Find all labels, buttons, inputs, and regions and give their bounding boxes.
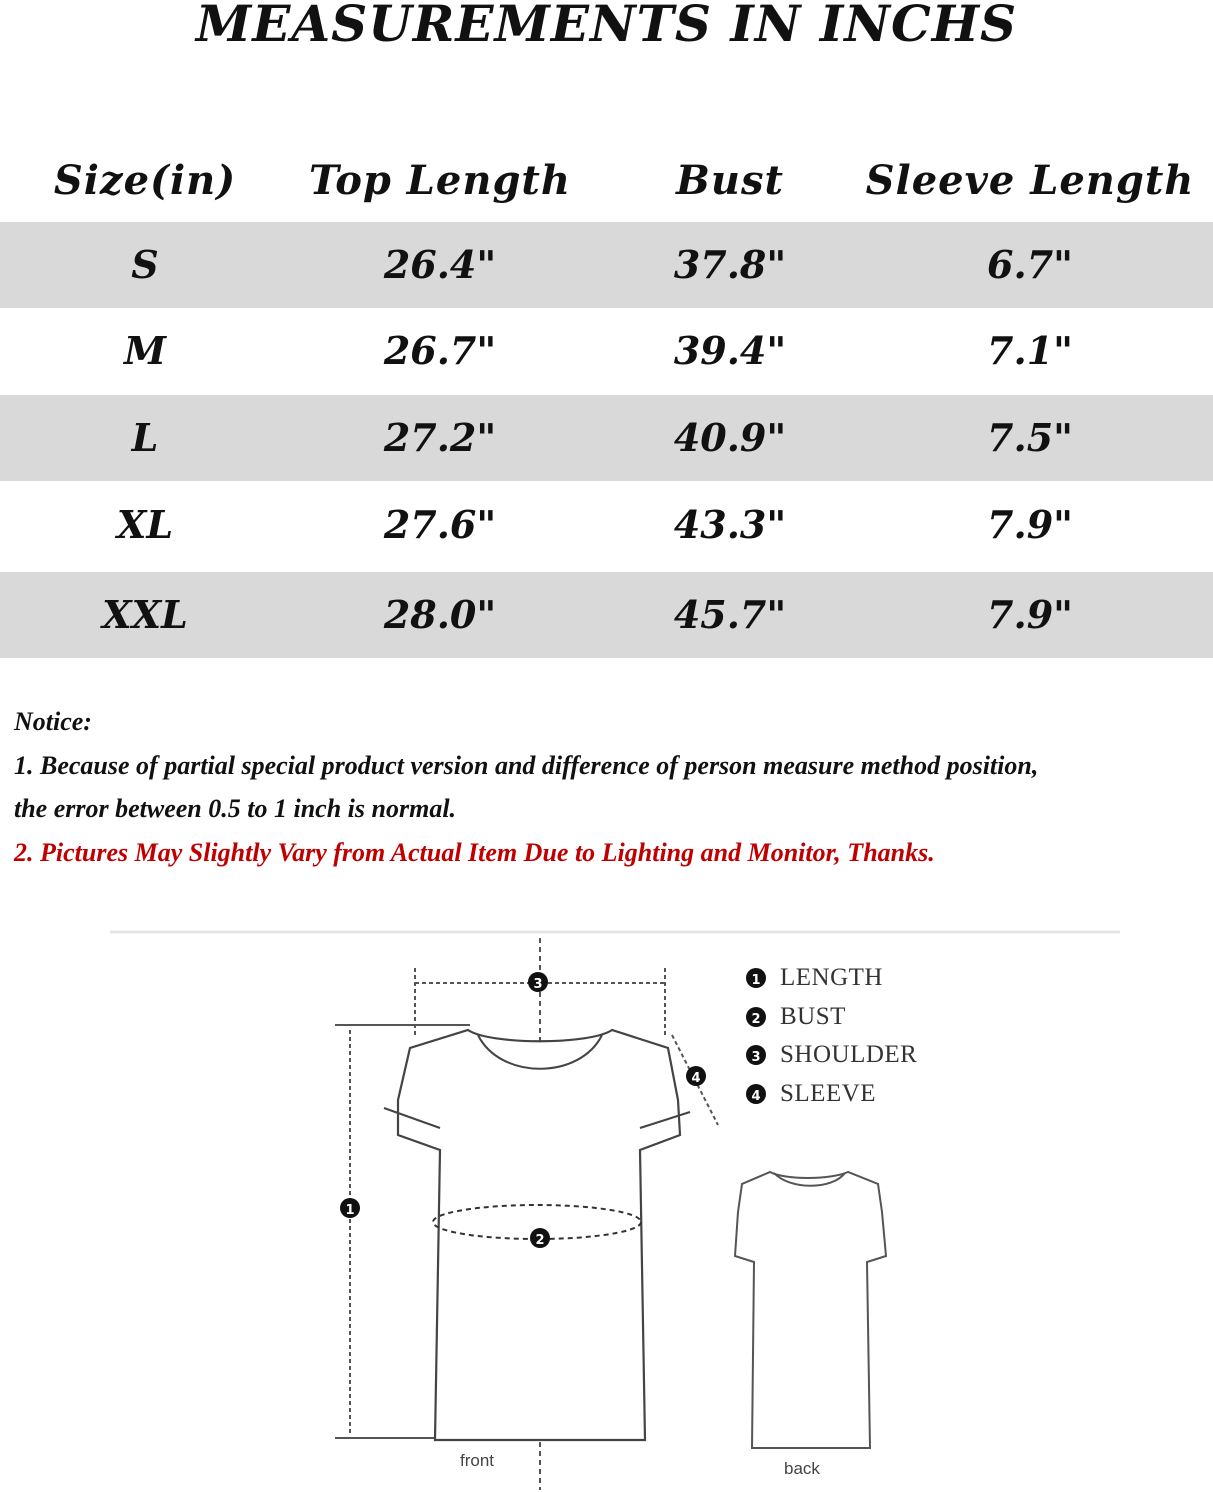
marker-sleeve [686,1066,706,1086]
sleeve-length-cell: 7.9" [987,502,1073,547]
marker-length [340,1198,360,1218]
top-length-cell: 28.0" [383,592,497,637]
marker-shoulder [528,972,548,992]
back-caption: back [784,1459,820,1478]
sleeve-length-cell: 7.5" [987,415,1073,460]
legend-shoulder: SHOULDER [780,1041,918,1068]
size-cell: M [123,328,167,373]
top-length-cell: 26.4" [383,242,497,287]
sleeve-length-cell: 6.7" [987,242,1073,287]
notice-item-1-line-2: the error between 0.5 to 1 inch is normal. [14,794,457,823]
front-caption: front [460,1451,495,1470]
top-length-cell: 27.6" [383,502,497,547]
sleeve-length-cell: 7.1" [987,328,1073,373]
top-length-cell: 27.2" [383,415,497,460]
bust-cell: 45.7" [673,592,787,637]
marker-3-label: 3 [533,977,543,992]
top-length-cell: 26.7" [383,328,497,373]
legend-num-2: 2 [751,1012,761,1027]
legend-bullets [746,968,766,1104]
marker-4-label: 4 [691,1071,701,1086]
bust-cell: 40.9" [673,415,787,460]
header-size: Size(in) [53,157,237,204]
marker-2-label: 2 [535,1233,545,1248]
size-cell: S [131,242,159,287]
bust-cell: 37.8" [673,242,787,287]
legend-length: LENGTH [780,964,883,991]
header-bust: Bust [676,157,784,204]
marker-1-label: 1 [345,1203,355,1218]
notice-item-2: 2. Pictures May Slightly Vary from Actual Item Due to Lighting and Monitor, Thanks. [14,838,935,867]
sleeve-length-cell: 7.9" [987,592,1073,637]
legend-num-3: 3 [751,1050,761,1065]
size-cell: XXL [102,592,188,637]
legend-bust: BUST [780,1003,846,1030]
size-cell: L [131,415,159,460]
notice-item-1-line-1: 1. Because of partial special product version and difference of person measure method position, [14,751,1039,780]
bust-cell: 39.4" [673,328,787,373]
header-sleeve-length: Sleeve Length [865,157,1195,204]
legend-sleeve: SLEEVE [780,1080,877,1107]
legend-num-4: 4 [751,1089,761,1104]
header-top-length: Top Length [309,157,571,204]
marker-bust [530,1228,550,1248]
page-title: MEASUREMENTS IN INCHS [195,0,1018,53]
size-cell: XL [116,502,174,547]
notice-heading: Notice: [14,707,92,736]
legend-num-1: 1 [751,973,761,988]
bust-cell: 43.3" [673,502,787,547]
